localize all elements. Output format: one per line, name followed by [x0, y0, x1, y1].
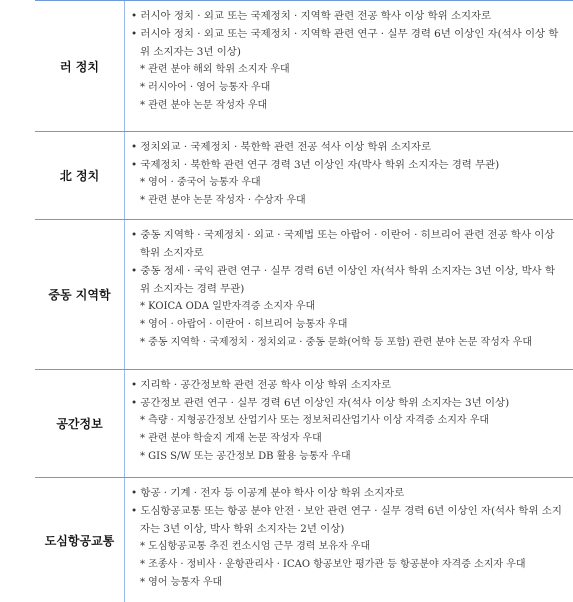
requirement-bullet: • 정치외교 · 국제정치 · 북한학 관련 전공 석사 이상 학위 소지자로 — [131, 141, 431, 153]
preference-note: * 영어 · 아랍어 · 이란어 · 히브리어 능통자 우대 — [140, 319, 348, 330]
category-cell: 北 정치 — [35, 132, 125, 219]
preference-note: * 중동 지역학 · 국제정치 · 정치외교 · 중동 문화(어학 등 포함) 관련 분야 논문 작성자 우대 — [140, 337, 532, 348]
preference-note: * 관련 분야 논문 작성자 우대 — [140, 100, 268, 111]
preference-note: * KOICA ODA 일반자격증 소지자 우대 — [140, 301, 316, 312]
requirements-cell — [125, 132, 573, 219]
requirement-bullet: • 지리학 · 공간정보학 관련 전공 학사 이상 학위 소지자로 — [131, 379, 391, 391]
requirements-cell — [125, 1, 573, 131]
requirement-bullet: • 항공 · 기계 · 전자 등 이공계 분야 학사 이상 학위 소지자로 — [131, 487, 405, 499]
requirement-bullet: • 공간정보 관련 연구 · 실무 경력 6년 이상인 자(석사 이상 학위 소지자는 3년 이상) — [131, 397, 510, 409]
table-row — [35, 370, 573, 478]
table-row — [35, 220, 573, 370]
requirement-bullet: • 중동 정세 · 국익 관련 연구 · 실무 경력 6년 이상인 자(석사 학위 소지자는 3년 이상, 박사 학위 소지자는 경력 무관) — [131, 265, 555, 295]
table-row — [35, 132, 573, 220]
preference-note: * 영어 · 중국어 능통자 우대 — [140, 177, 261, 188]
requirements-cell — [125, 370, 573, 477]
category-cell: 러 정치 — [35, 1, 125, 131]
preference-note: * 영어 능통자 우대 — [140, 577, 223, 588]
table-row — [35, 1, 573, 132]
preference-note: * GIS S/W 또는 공간정보 DB 활용 능통자 우대 — [140, 451, 351, 462]
category-cell: 중동 지역학 — [35, 220, 125, 369]
requirement-bullet: • 러시아 정치 · 외교 또는 국제정치 · 지역학 관련 전공 학사 이상 학위 소지자로 — [131, 10, 492, 22]
table-row — [35, 478, 573, 602]
category-cell: 공간정보 — [35, 370, 125, 477]
requirement-bullet: • 국제정치 · 북한학 관련 연구 경력 3년 이상인 자(박사 학위 소지자는 경력 무관) — [131, 159, 500, 171]
category-cell: 도심항공교통 — [35, 478, 125, 602]
requirements-cell — [125, 478, 573, 602]
preference-note: * 러시아어 · 영어 능통자 우대 — [140, 82, 271, 93]
requirements-table — [35, 0, 573, 602]
preference-note: * 측량 · 지형공간정보 산업기사 또는 정보처리산업기사 이상 자격증 소지자 우대 — [140, 415, 490, 426]
preference-note: * 관련 분야 논문 작성자 · 수상자 우대 — [140, 195, 306, 206]
requirements-cell — [125, 220, 573, 369]
preference-note: * 도심항공교통 추진 컨소시엄 근무 경력 보유자 우대 — [140, 541, 371, 552]
requirement-bullet: • 러시아 정치 · 외교 또는 국제정치 · 지역학 관련 연구 · 실무 경력 6년 이상인 자(석사 이상 학위 소지자는 3년 이상) — [131, 28, 559, 58]
preference-note: * 관련 분야 학술지 게재 논문 작성자 우대 — [140, 433, 322, 444]
preference-note: * 관련 분야 해외 학위 소지자 우대 — [140, 64, 290, 75]
requirement-bullet: • 도심항공교통 또는 항공 분야 안전 · 보안 관련 연구 · 실무 경력 6년 이상인 자(석사 학위 소지자는 3년 이상, 박사 학위 소지자는 2년 이상) — [131, 505, 562, 535]
requirement-bullet: • 중동 지역학 · 국제정치 · 외교 · 국제법 또는 아랍어 · 이란어 · 히브리어 관련 전공 학사 이상 학위 소지자로 — [131, 229, 555, 259]
preference-note: * 조종사 · 정비사 · 운항관리사 · ICAO 항공보안 평가관 등 항공분야 자격증 소지자 우대 — [140, 559, 526, 570]
